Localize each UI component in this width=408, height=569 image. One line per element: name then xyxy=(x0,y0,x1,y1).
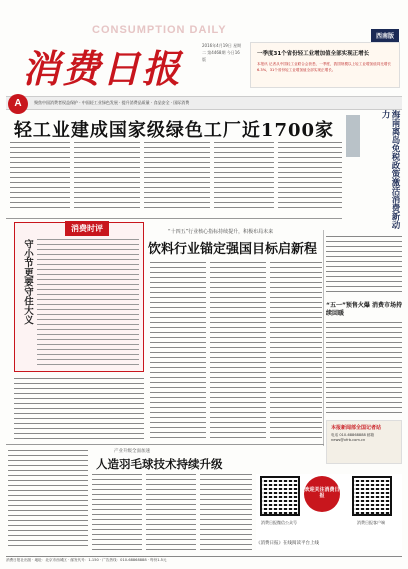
section-divider xyxy=(6,218,342,219)
article-column xyxy=(214,142,274,212)
sidebar-headline[interactable]: “五一”预售火爆 消费市场持续回暖 xyxy=(326,302,402,317)
lower-article-column xyxy=(200,474,252,552)
top-news-box[interactable] xyxy=(250,33,400,88)
column-rule xyxy=(323,230,324,446)
top-news-text: 本报讯 记者从中国轻工业联合会获悉，一季度，我国规模以上轻工业增加值同比增长6.3%，31个省份轻工业增加值全部实现正增长。 xyxy=(257,62,392,72)
newspaper-logo: 消费日报 xyxy=(22,46,183,91)
feature-column xyxy=(150,262,206,442)
feature-column xyxy=(210,262,266,442)
section-divider xyxy=(6,444,324,445)
index-items[interactable]: 聚焦中国消费者权益保护 · 中国轻工业绿色发展 · 提升消费品质量 · 食品安全 · 国际消费 xyxy=(34,100,190,105)
page-footer: 消费日报社出版 · 地址：北京市西城区 · 邮发代号：1-150 · 广告热线：010-68868888 · 每份1.5元 xyxy=(6,556,402,564)
commentary-text xyxy=(37,239,139,367)
qr-ad[interactable] xyxy=(256,474,402,550)
app-qr-caption: 消费日报客户端 xyxy=(357,520,385,525)
main-headline[interactable]: 轻工业建成国家级绿色工厂近1700家 xyxy=(13,120,335,141)
newsroom-ad-title: 本报新闻部全国记者站 xyxy=(331,425,382,431)
edition-tag: 西南版 xyxy=(371,29,399,42)
lower-article-column xyxy=(92,474,142,552)
app-qr-code-icon[interactable] xyxy=(352,476,392,516)
sidebar-column xyxy=(326,322,402,414)
article-column xyxy=(74,142,140,212)
sidebar-column xyxy=(326,236,402,296)
newsroom-ad-text: 电话 010-68868888 邮箱 news@xfrb.com.cn xyxy=(331,433,375,443)
sidebar-photo xyxy=(346,115,360,157)
newsroom-ad[interactable] xyxy=(326,420,402,464)
lower-article-column xyxy=(146,474,196,552)
article-column xyxy=(10,142,70,212)
feature-column xyxy=(270,262,322,442)
wechat-qr-code-icon[interactable] xyxy=(260,476,300,516)
commentary-title: 守小节更要守住大义 xyxy=(22,239,33,325)
top-news-title: 一季度31个省份轻工业增加值全部实现正增长 xyxy=(257,51,370,57)
wechat-qr-caption: 消费日报微信公众号 xyxy=(261,520,297,525)
article-column xyxy=(14,378,144,440)
article-column xyxy=(278,142,342,212)
lower-article-headline[interactable]: 人造羽毛球技术持续升级 xyxy=(96,457,223,471)
feature-kicker: “十四五”行业核心指标持续提升，积极布局未来 xyxy=(168,229,274,235)
article-column xyxy=(8,450,88,550)
section-badge: A xyxy=(8,94,28,114)
masthead-english-title: CONSUMPTION DAILY xyxy=(92,24,227,36)
article-column xyxy=(144,142,210,212)
follow-badge: 欢迎关注消费日报 xyxy=(304,476,340,512)
commentary-box[interactable] xyxy=(14,222,144,372)
commentary-tag: 消费时评 xyxy=(65,221,109,236)
index-bar xyxy=(6,96,402,110)
lower-article-kicker: 产业升级全面加速 xyxy=(114,449,150,454)
qr-ad-bottom-text: 《消费日报》在线阅读平台上线 xyxy=(256,541,319,546)
masthead xyxy=(22,20,392,92)
feature-headline[interactable]: 饮料行业锚定强国目标启新程 xyxy=(148,242,318,257)
sidebar-vertical-title[interactable]: 海南离岛免税政策激活消费新动力 xyxy=(380,110,400,229)
issue-info: 2016年4月19日 星期二 第4468期 今日16版 xyxy=(202,43,242,62)
